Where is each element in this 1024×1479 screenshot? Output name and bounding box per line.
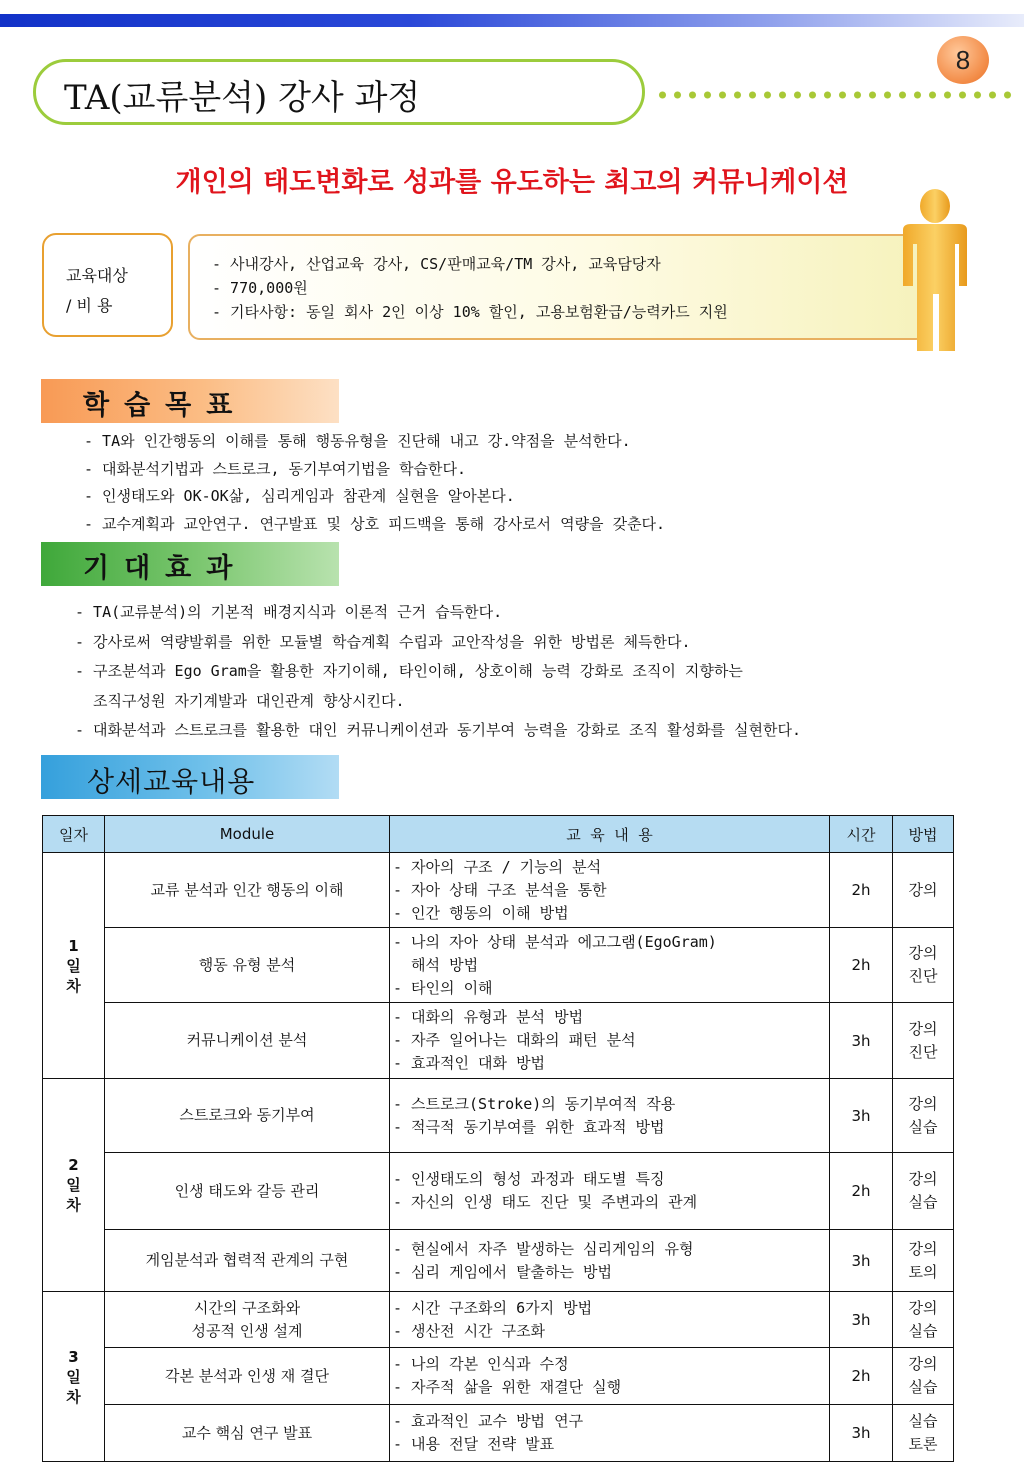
- module-cell: [105, 1003, 390, 1079]
- content-cell-line: - 시간 구조화의 6가지 방법: [393, 1298, 593, 1317]
- top-gradient-bar: [0, 14, 1024, 27]
- target-label-box: [42, 233, 173, 337]
- list-item: - 대화분석기법과 스트로크, 동기부여기법을 학습한다.: [84, 459, 466, 478]
- target-label-line2: / 비 용: [66, 296, 113, 315]
- col-header-content: 교 육 내 용: [390, 816, 830, 853]
- table-row: [43, 853, 954, 928]
- hours-cell: 2h: [830, 928, 893, 1003]
- hours-cell: 3h: [830, 1079, 893, 1153]
- day-label: [43, 1292, 105, 1462]
- content-cell-line: - 현실에서 자주 발생하는 심리게임의 유형: [393, 1239, 694, 1258]
- content-cell-line: - 인생태도의 형성 과정과 태도별 특징: [393, 1170, 665, 1188]
- detail-heading: [41, 755, 339, 799]
- hours-cell: 2h: [830, 1153, 893, 1230]
- list-item: - 구조분석과 Ego Gram을 활용한 자기이해, 타인이해, 상호이해 능력 강화로 조직이 지향하는: [75, 662, 743, 680]
- day-label-char: 일: [66, 1367, 81, 1386]
- content-cell-line: - 나의 자아 상태 분석과 에고그램(EgoGram): [393, 932, 717, 951]
- target-info-line: - 기타사항: 동일 회사 2인 이상 10% 할인, 고용보험환급/능력카드 지원: [212, 303, 728, 321]
- method-cell-line: 강의: [908, 1298, 938, 1317]
- col-header-method: 방법: [893, 816, 954, 853]
- detail-heading-text: 상세교육내용: [87, 765, 256, 798]
- module-cell-line: 교류 분석과 인간 행동의 이해: [150, 880, 344, 899]
- module-cell: [105, 1405, 390, 1462]
- hours-cell: 3h: [830, 1230, 893, 1292]
- title-box: [33, 59, 645, 125]
- module-cell-line: 시간의 구조화와: [193, 1298, 301, 1317]
- goals-heading-text: 학습목표: [83, 390, 248, 421]
- content-cell-line: - 대화의 유형과 분석 방법: [393, 1008, 584, 1026]
- method-cell-line: 실습: [908, 1412, 938, 1430]
- effects-heading-text: 기대효과: [83, 553, 248, 584]
- content-cell-line: 해석 방법: [393, 955, 479, 974]
- content-cell-line: - 자신의 인생 태도 진단 및 주변과의 관계: [393, 1193, 698, 1211]
- hours-cell: 3h: [830, 1405, 893, 1462]
- method-cell-line: 실습: [908, 1117, 938, 1136]
- module-cell: [105, 1153, 390, 1230]
- method-cell: [893, 1348, 954, 1405]
- content-cell: [390, 1348, 830, 1405]
- content-cell: [390, 928, 830, 1003]
- method-cell: [893, 1003, 954, 1079]
- table-row: [43, 1348, 954, 1405]
- hours-cell: 2h: [830, 1348, 893, 1405]
- day-label-char: 1: [68, 936, 79, 955]
- module-cell-line: 교수 핵심 연구 발표: [181, 1423, 313, 1442]
- method-cell: [893, 1230, 954, 1292]
- content-cell-line: - 생산전 시간 구조화: [393, 1321, 546, 1340]
- content-cell-line: - 나의 각본 인식과 수정: [393, 1355, 569, 1373]
- day-label: [43, 853, 105, 1079]
- list-item: - TA와 인간행동의 이해를 통해 행동유형을 진단해 내고 강.약점을 분석한다.: [84, 432, 631, 450]
- method-cell-line: 강의: [908, 1170, 938, 1188]
- method-cell-line: 실습: [908, 1193, 938, 1211]
- content-cell-line: - 효과적인 교수 방법 연구: [393, 1412, 584, 1430]
- module-cell-line: 행동 유형 분석: [198, 955, 296, 974]
- module-cell: [105, 928, 390, 1003]
- target-info: [212, 252, 728, 324]
- page-title: TA(교류분석) 강사 과정: [64, 78, 421, 118]
- content-cell-line: - 자아의 구조 / 기능의 분석: [393, 857, 602, 876]
- table-header-row: [43, 816, 954, 853]
- content-cell-line: - 효과적인 대화 방법: [393, 1054, 546, 1072]
- target-label: [66, 261, 128, 321]
- table-row: [43, 1405, 954, 1462]
- method-cell-line: 강의: [908, 1019, 938, 1038]
- day-label-char: 일: [66, 1176, 81, 1194]
- method-cell-line: 강의: [908, 1239, 938, 1258]
- content-cell: [390, 853, 830, 928]
- module-cell-line: 스트로크와 동기부여: [179, 1106, 315, 1124]
- goals-heading: [41, 379, 339, 423]
- method-cell-line: 토의: [908, 1262, 938, 1281]
- table-row: [43, 1230, 954, 1292]
- list-item: - TA(교류분석)의 기본적 배경지식과 이론적 근거 습득한다.: [75, 603, 503, 621]
- content-cell-line: - 심리 게임에서 탈출하는 방법: [393, 1262, 613, 1281]
- method-cell-line: 실습: [908, 1321, 938, 1340]
- content-cell: [390, 1153, 830, 1230]
- table-row: [43, 1079, 954, 1153]
- method-cell: [893, 1292, 954, 1348]
- day-label-char: 차: [66, 1387, 81, 1406]
- day-label-char: 3: [68, 1347, 79, 1366]
- day-label-char: 일: [66, 956, 81, 975]
- target-label-line1: 교육대상: [66, 266, 128, 285]
- content-cell-line: - 타인의 이해: [393, 978, 493, 997]
- module-cell-line: 커뮤니케이션 분석: [186, 1031, 308, 1049]
- method-cell-line: 토론: [908, 1435, 938, 1453]
- hours-cell: 3h: [830, 1292, 893, 1348]
- method-cell-line: 진단: [908, 967, 938, 985]
- method-cell: [893, 1079, 954, 1153]
- day-label-char: 차: [66, 976, 81, 995]
- table-row: [43, 1292, 954, 1348]
- effects-list: [75, 598, 801, 746]
- content-cell-line: - 스트로크(Stroke)의 동기부여적 작용: [393, 1094, 676, 1113]
- content-cell: [390, 1230, 830, 1292]
- content-cell: [390, 1079, 830, 1153]
- module-cell: [105, 853, 390, 928]
- content-cell: [390, 1405, 830, 1462]
- detail-table: [42, 815, 954, 1462]
- effects-heading: [41, 542, 339, 586]
- method-cell-line: 강의: [908, 880, 938, 899]
- module-cell: [105, 1230, 390, 1292]
- method-cell-line: 강의: [908, 1355, 938, 1373]
- list-item: - 인생태도와 OK-OK삶, 심리게임과 참관계 실현을 알아본다.: [84, 487, 515, 506]
- method-cell-line: 강의: [908, 1094, 938, 1113]
- content-cell: [390, 1003, 830, 1079]
- method-cell-line: 실습: [908, 1378, 938, 1396]
- day-label-char: 차: [66, 1196, 81, 1214]
- table-row: [43, 928, 954, 1003]
- col-header-hours: 시간: [830, 816, 893, 853]
- method-cell: [893, 1153, 954, 1230]
- method-cell: [893, 853, 954, 928]
- method-cell: [893, 1405, 954, 1462]
- detail-table-body: [43, 853, 954, 1462]
- hours-cell: 2h: [830, 853, 893, 928]
- content-cell: [390, 1292, 830, 1348]
- content-cell-line: - 자아 상태 구조 분석을 통한: [393, 880, 607, 899]
- hours-cell: 3h: [830, 1003, 893, 1079]
- method-cell-line: 진단: [908, 1042, 938, 1061]
- page-subtitle: 개인의 태도변화로 성과를 유도하는 최고의 커뮤니케이션: [175, 167, 849, 198]
- col-header-module: Module: [105, 816, 390, 853]
- content-cell-line: - 내용 전달 전략 발표: [393, 1435, 555, 1453]
- table-row: [43, 1003, 954, 1079]
- list-item: - 강사로써 역량발휘를 위한 모듈별 학습계획 수립과 교안작성을 위한 방법론 체득한다.: [75, 632, 691, 651]
- list-item: - 대화분석과 스트로크를 활용한 대인 커뮤니케이션과 동기부여 능력을 강화로 조직 활성화를 실현한다.: [75, 721, 801, 739]
- day-label-char: 2: [68, 1156, 79, 1174]
- module-cell-line: 인생 태도와 갈등 관리: [174, 1181, 320, 1200]
- person-icon: [893, 186, 973, 354]
- module-cell: [105, 1079, 390, 1153]
- content-cell-line: - 자주적 삶을 위한 재결단 실행: [393, 1378, 622, 1396]
- day-label: [43, 1079, 105, 1292]
- target-info-line: - 사내강사, 산업교육 강사, CS/판매교육/TM 강사, 교육담당자: [212, 255, 661, 273]
- content-cell-line: - 적극적 동기부여를 위한 효과적 방법: [393, 1117, 665, 1136]
- list-item: - 교수계획과 교안연구. 연구발표 및 상호 피드백을 통해 강사로서 역량을 갖춘다.: [84, 515, 666, 534]
- page-number-badge: 8: [937, 36, 989, 84]
- target-info-box: [188, 234, 928, 340]
- dotted-divider: [655, 90, 1015, 100]
- col-header-day: 일자: [43, 816, 105, 853]
- method-cell: [893, 928, 954, 1003]
- module-cell-line: 게임분석과 협력적 관계의 구현: [145, 1251, 349, 1269]
- module-cell: [105, 1348, 390, 1405]
- table-row: [43, 1153, 954, 1230]
- module-cell: [105, 1292, 390, 1348]
- target-info-line: - 770,000원: [212, 279, 308, 297]
- goals-list: [84, 428, 665, 539]
- method-cell-line: 강의: [908, 944, 938, 962]
- list-item: 조직구성원 자기계발과 대인관계 향상시킨다.: [75, 691, 405, 710]
- module-cell-line: 각본 분석과 인생 재 결단: [165, 1366, 329, 1385]
- content-cell-line: - 자주 일어나는 대화의 패턴 분석: [393, 1031, 636, 1049]
- module-cell-line: 성공적 인생 설계: [191, 1321, 303, 1340]
- content-cell-line: - 인간 행동의 이해 방법: [393, 903, 569, 922]
